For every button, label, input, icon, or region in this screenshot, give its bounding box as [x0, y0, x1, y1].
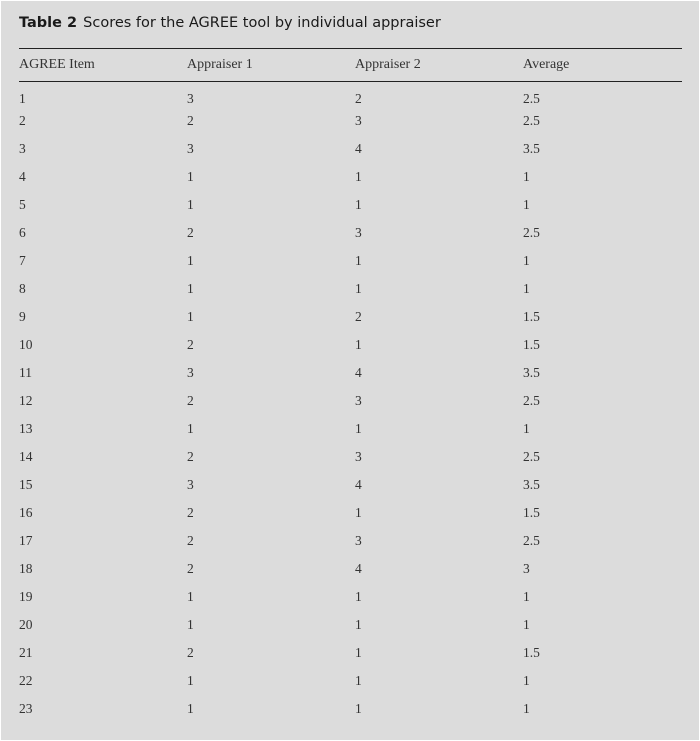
table-body: [19, 81, 682, 726]
cell-average: 1: [523, 253, 530, 268]
cell-average: 3.5: [523, 365, 540, 380]
header-appraiser-2: Appraiser 2: [355, 57, 421, 72]
header-appraiser-1: Appraiser 1: [187, 57, 253, 72]
cell-agree-item: 20: [19, 617, 33, 632]
table-row: [19, 110, 682, 138]
header-agree-item: AGREE Item: [19, 57, 95, 72]
table-caption: [19, 15, 441, 31]
table-row: [19, 614, 682, 642]
cell-appraiser-1: 2: [187, 505, 194, 520]
cell-appraiser-2: 1: [355, 197, 362, 212]
cell-average: 1: [523, 281, 530, 296]
cell-appraiser-1: 3: [187, 365, 194, 380]
cell-average: 2.5: [523, 449, 540, 464]
cell-average: 1.5: [523, 645, 540, 660]
cell-agree-item: 12: [19, 393, 33, 408]
cell-appraiser-2: 1: [355, 617, 362, 632]
table-row: [19, 530, 682, 558]
cell-average: 3.5: [523, 477, 540, 492]
table-row: [19, 222, 682, 250]
table-row: [19, 306, 682, 334]
cell-appraiser-2: 3: [355, 449, 362, 464]
cell-appraiser-1: 2: [187, 337, 194, 352]
table-panel: [1, 1, 699, 740]
cell-agree-item: 16: [19, 505, 33, 520]
table-row: [19, 166, 682, 194]
cell-appraiser-1: 1: [187, 197, 194, 212]
cell-agree-item: 21: [19, 645, 33, 660]
cell-appraiser-1: 3: [187, 91, 194, 106]
table-row: [19, 278, 682, 306]
cell-agree-item: 6: [19, 225, 26, 240]
cell-agree-item: 14: [19, 449, 33, 464]
cell-agree-item: 1: [19, 91, 26, 106]
cell-agree-item: 15: [19, 477, 33, 492]
cell-average: 1: [523, 421, 530, 436]
cell-appraiser-2: 1: [355, 253, 362, 268]
cell-appraiser-2: 1: [355, 421, 362, 436]
cell-appraiser-1: 1: [187, 309, 194, 324]
cell-appraiser-1: 1: [187, 701, 194, 716]
cell-appraiser-2: 1: [355, 645, 362, 660]
cell-average: 1: [523, 169, 530, 184]
table-row: [19, 250, 682, 278]
cell-average: 2.5: [523, 393, 540, 408]
cell-average: 2.5: [523, 225, 540, 240]
cell-appraiser-2: 3: [355, 113, 362, 128]
cell-appraiser-2: 1: [355, 673, 362, 688]
cell-average: 2.5: [523, 113, 540, 128]
cell-average: 3: [523, 561, 530, 576]
cell-agree-item: 19: [19, 589, 33, 604]
cell-appraiser-2: 1: [355, 337, 362, 352]
cell-appraiser-2: 2: [355, 91, 362, 106]
cell-appraiser-2: 4: [355, 141, 362, 156]
table-row: [19, 586, 682, 614]
table-label: Table 2: [19, 15, 78, 31]
cell-average: 1.5: [523, 505, 540, 520]
cell-average: 3.5: [523, 141, 540, 156]
cell-appraiser-2: 1: [355, 169, 362, 184]
table-header: [19, 49, 682, 81]
cell-appraiser-2: 1: [355, 701, 362, 716]
table-row: [19, 670, 682, 698]
cell-agree-item: 22: [19, 673, 33, 688]
cell-average: 2.5: [523, 91, 540, 106]
header-row: [19, 49, 682, 81]
cell-appraiser-1: 2: [187, 533, 194, 548]
cell-average: 1: [523, 197, 530, 212]
cell-appraiser-1: 1: [187, 169, 194, 184]
cell-appraiser-1: 1: [187, 589, 194, 604]
table-row: [19, 474, 682, 502]
table-row: [19, 418, 682, 446]
cell-agree-item: 13: [19, 421, 33, 436]
cell-appraiser-2: 3: [355, 393, 362, 408]
cell-appraiser-1: 1: [187, 421, 194, 436]
cell-agree-item: 23: [19, 701, 33, 716]
cell-appraiser-2: 4: [355, 365, 362, 380]
cell-appraiser-2: 2: [355, 309, 362, 324]
table-row: [19, 334, 682, 362]
cell-agree-item: 2: [19, 113, 26, 128]
cell-appraiser-2: 3: [355, 225, 362, 240]
cell-agree-item: 18: [19, 561, 33, 576]
cell-appraiser-1: 2: [187, 561, 194, 576]
scores-table: [19, 49, 682, 726]
cell-agree-item: 8: [19, 281, 26, 296]
cell-average: 1.5: [523, 337, 540, 352]
cell-appraiser-1: 3: [187, 477, 194, 492]
table-row: [19, 390, 682, 418]
cell-average: 2.5: [523, 533, 540, 548]
cell-agree-item: 4: [19, 169, 26, 184]
cell-average: 1: [523, 701, 530, 716]
cell-appraiser-1: 2: [187, 393, 194, 408]
cell-appraiser-1: 2: [187, 113, 194, 128]
cell-agree-item: 7: [19, 253, 26, 268]
table-row: [19, 194, 682, 222]
cell-appraiser-1: 3: [187, 141, 194, 156]
cell-appraiser-1: 2: [187, 225, 194, 240]
cell-average: 1: [523, 617, 530, 632]
cell-appraiser-2: 4: [355, 477, 362, 492]
cell-average: 1: [523, 673, 530, 688]
cell-average: 1: [523, 589, 530, 604]
cell-appraiser-1: 1: [187, 281, 194, 296]
cell-appraiser-1: 1: [187, 617, 194, 632]
cell-appraiser-1: 1: [187, 673, 194, 688]
cell-agree-item: 11: [19, 365, 32, 380]
table-row: [19, 558, 682, 586]
cell-appraiser-2: 1: [355, 589, 362, 604]
cell-average: 1.5: [523, 309, 540, 324]
cell-agree-item: 9: [19, 309, 26, 324]
cell-agree-item: 17: [19, 533, 33, 548]
table-row: [19, 446, 682, 474]
header-average: Average: [523, 57, 570, 72]
table-row: [19, 698, 682, 726]
table-row: [19, 642, 682, 670]
table-row: [19, 362, 682, 390]
table-row: [19, 81, 682, 110]
cell-appraiser-1: 2: [187, 645, 194, 660]
cell-appraiser-2: 3: [355, 533, 362, 548]
cell-agree-item: 5: [19, 197, 26, 212]
table-row: [19, 502, 682, 530]
cell-agree-item: 3: [19, 141, 26, 156]
table-title: Scores for the AGREE tool by individual appraiser: [83, 15, 441, 31]
cell-appraiser-2: 4: [355, 561, 362, 576]
cell-appraiser-1: 2: [187, 449, 194, 464]
table-row: [19, 138, 682, 166]
cell-appraiser-2: 1: [355, 281, 362, 296]
cell-appraiser-1: 1: [187, 253, 194, 268]
cell-agree-item: 10: [19, 337, 33, 352]
cell-appraiser-2: 1: [355, 505, 362, 520]
